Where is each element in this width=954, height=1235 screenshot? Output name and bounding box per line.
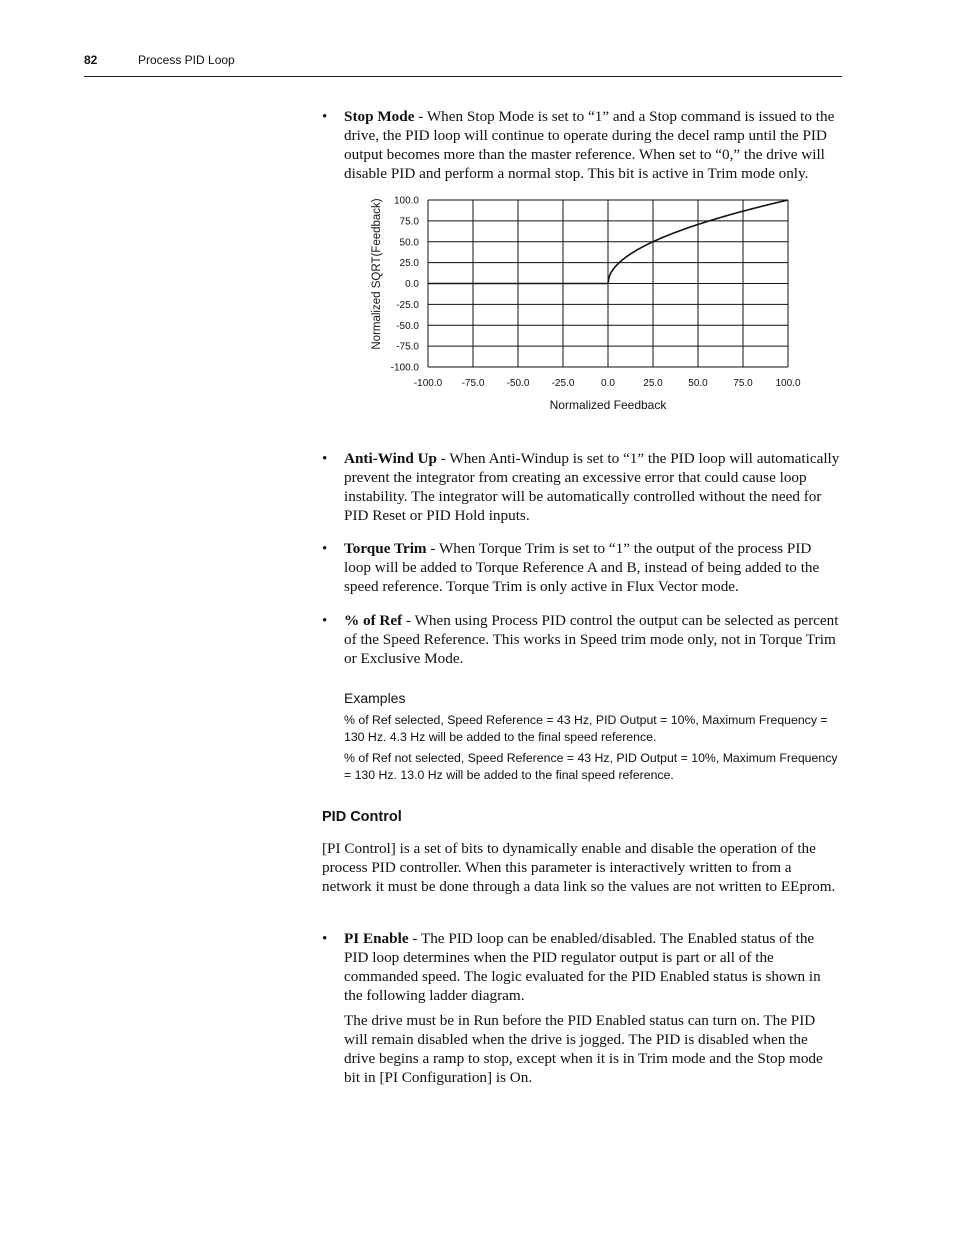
section-title: Process PID Loop — [138, 53, 235, 67]
x-tick-label: 100.0 — [775, 378, 801, 389]
x-tick-label: 50.0 — [688, 378, 708, 389]
pi-enable-paragraph-2: The drive must be in Run before the PID Enabled status can turn on. The PID will remain disabled when the drive is jogged. The PID is disabled when the drive begins a ramp to stop, except when it is in Trim mode and the Stop mode bit in [PI Configuration] is On. — [344, 1012, 823, 1086]
pct-of-ref-item — [322, 611, 840, 668]
pct-of-ref-term: % of Ref — [344, 612, 403, 629]
pid-control-intro — [322, 839, 840, 896]
x-axis-label: Normalized Feedback — [549, 398, 667, 412]
y-tick-labels — [391, 196, 420, 374]
bullet-glyph: • — [322, 108, 328, 125]
y-tick-label: 75.0 — [399, 216, 419, 228]
examples-heading: Examples — [344, 690, 406, 706]
examples-block — [344, 689, 842, 784]
torque-trim-term: Torque Trim — [344, 540, 427, 557]
pid-control-heading: PID Control — [322, 809, 402, 825]
bullet-glyph: • — [322, 612, 328, 629]
torque-trim-text: - When Torque Trim is set to “1” the output of the process PID loop will be added to Torque Reference A and B, instead of being added to the speed reference. Torque Trim is only active in Flux Vector mode. — [344, 540, 820, 595]
page-header — [84, 52, 842, 77]
pi-enable-text: - The PID loop can be enabled/disabled. The Enabled status of the PID loop determines when the PID regulator output is part or all of the commanded speed. The logic evaluated for the PID Enabled status is shown in the following ladder diagram. — [344, 930, 821, 1004]
pi-enable-term: PI Enable — [344, 930, 409, 947]
pct-of-ref-text: - When using Process PID control the output can be selected as percent of the Speed Reference. This works in Speed trim mode only, not in Torque Trim or Exclusive Mode. — [344, 612, 839, 667]
y-axis-label: Normalized SQRT(Feedback) — [371, 198, 383, 350]
y-tick-label: 100.0 — [393, 195, 419, 207]
stop-mode-text: - When Stop Mode is set to “1” and a Stop command is issued to the drive, the PID loop will continue to operate during the decel ramp until the PID output becomes more than the master reference. When set to “0,” the drive will disable PID and perform a normal stop. This bit is active in Trim mode only. — [344, 108, 835, 182]
x-tick-label: -100.0 — [413, 378, 443, 389]
y-tick-label: 0.0 — [405, 279, 419, 290]
anti-wind-up-text: - When Anti-Windup is set to “1” the PID loop will automatically prevent the integrator from creating an excessive error that could cause loop instability. The integrator will be automatically controlled without the need for PID Reset or PID Hold inputs. — [344, 450, 840, 524]
stop-mode-term: Stop Mode — [344, 108, 415, 125]
example-1: % of Ref selected, Speed Reference = 43 Hz, PID Output = 10%, Maximum Frequency = 130 Hz. 4.3 Hz will be added to the final speed reference. — [344, 713, 828, 744]
x-tick-labels — [414, 378, 801, 389]
x-tick-label: 25.0 — [643, 378, 663, 389]
pi-enable-paragraph — [322, 929, 840, 1005]
pi-enable-item — [322, 929, 840, 1087]
torque-trim-item — [322, 539, 840, 596]
y-tick-label: -75.0 — [396, 341, 419, 353]
x-tick-label: -50.0 — [506, 378, 530, 389]
pid-control-intro-text: [PI Control] is a set of bits to dynamically enable and disable the operation of the process PID controller. When this parameter is interactively written to from a network it must be done through a data link so the values are not written to EEprom. — [322, 840, 836, 895]
sqrt-feedback-chart — [360, 190, 820, 420]
stop-mode-paragraph — [322, 107, 840, 183]
y-tick-label: -50.0 — [396, 320, 419, 332]
x-tick-label: -75.0 — [461, 378, 485, 389]
stop-mode-item — [322, 107, 840, 183]
bullet-glyph: • — [322, 930, 328, 947]
x-tick-label: 0.0 — [601, 378, 615, 389]
bullet-glyph: • — [322, 540, 328, 557]
x-tick-label: 75.0 — [733, 378, 753, 389]
y-tick-label: -100.0 — [390, 362, 419, 374]
bullet-glyph: • — [322, 450, 328, 467]
y-tick-label: 50.0 — [399, 237, 419, 249]
anti-wind-up-item — [322, 449, 840, 525]
anti-wind-up-paragraph — [322, 449, 840, 525]
y-tick-label: 25.0 — [399, 258, 419, 270]
pct-of-ref-paragraph — [322, 611, 840, 668]
anti-wind-up-term: Anti-Wind Up — [344, 450, 437, 467]
example-2: % of Ref not selected, Speed Reference = 43 Hz, PID Output = 10%, Maximum Frequency = 130 Hz. 13.0 Hz will be added to the final speed reference. — [344, 751, 838, 782]
y-tick-label: -25.0 — [396, 299, 419, 311]
page-number: 82 — [84, 53, 98, 67]
torque-trim-paragraph — [322, 539, 840, 596]
x-tick-label: -25.0 — [551, 378, 575, 389]
